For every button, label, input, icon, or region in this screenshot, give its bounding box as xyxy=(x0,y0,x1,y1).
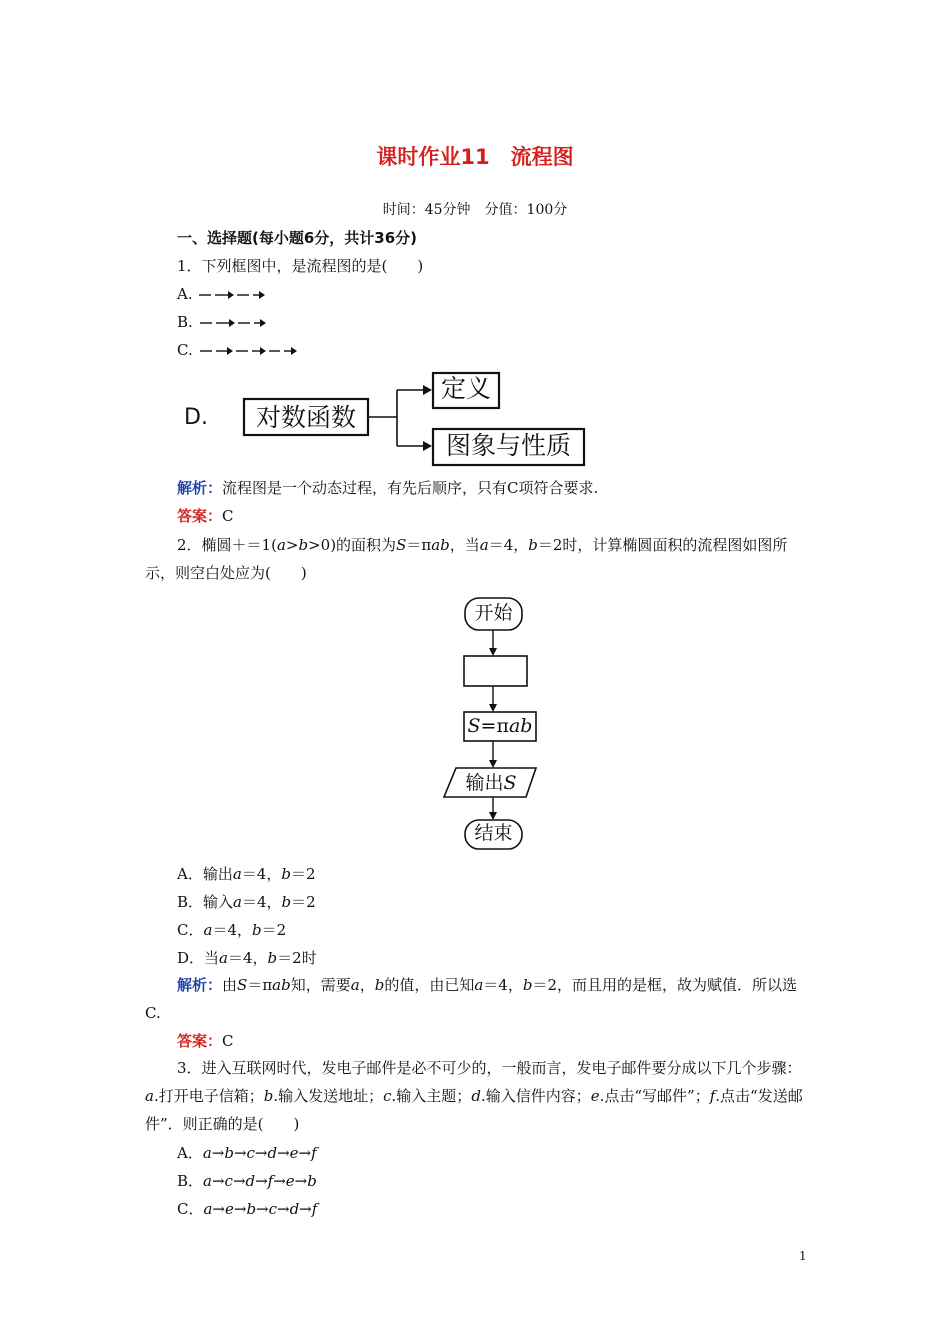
q1-option-c-label: C. xyxy=(177,341,193,359)
q1-option-a-label: A. xyxy=(177,285,193,303)
flow-end-text: 结束 xyxy=(474,822,513,844)
q2-answer xyxy=(177,1034,234,1049)
analysis-label: 解析： xyxy=(177,479,223,497)
arrow-chain-icon xyxy=(198,317,268,329)
q2-analysis: 解析：由S＝πab知，需要a，b的值，由已知a＝4，b＝2，而且用的是框，故为赋值．所以选C. xyxy=(145,976,797,1022)
q3-option-c: C．a→e→b→c→d→f xyxy=(177,1200,318,1218)
d-branch1-text: 定义 xyxy=(440,374,491,403)
analysis-label: 解析： xyxy=(177,976,223,994)
q3-option-b: B．a→c→d→f→e→b xyxy=(177,1172,317,1190)
q1-stem: 1．下列框图中，是流程图的是( ) xyxy=(177,257,424,275)
flow-start-text: 开始 xyxy=(474,602,513,624)
q1-answer-value: C xyxy=(222,507,234,525)
page-number: 1 xyxy=(799,1249,807,1263)
arrow-chain-icon xyxy=(198,345,300,357)
q1-answer xyxy=(177,509,234,524)
q1-analysis xyxy=(177,481,598,496)
flow-blank-box xyxy=(464,656,527,686)
q1-option-c xyxy=(177,343,300,358)
q2-option-c: C．a＝4，b＝2 xyxy=(177,921,287,939)
flow-formula-text: S=πab xyxy=(467,715,533,737)
q1-option-a xyxy=(177,287,267,302)
d-branch2-text: 图象与性质 xyxy=(445,431,571,460)
q2-option-b: B．输入a＝4，b＝2 xyxy=(177,893,316,911)
q1-option-b xyxy=(177,315,268,330)
q2-option-a: A．输出a＝4，b＝2 xyxy=(177,865,316,883)
page-title: 课时作业11 流程图 xyxy=(376,145,574,169)
q3-option-a: A．a→b→c→d→e→f xyxy=(177,1144,317,1162)
d-root-text: 对数函数 xyxy=(255,403,356,432)
q2-option-d: D．当a＝4，b＝2时 xyxy=(177,949,317,967)
q2-answer-value: C xyxy=(222,1032,234,1050)
flow-output-text: 输出S xyxy=(465,772,517,794)
q1-option-d-label: D. xyxy=(184,405,208,430)
answer-label: 答案： xyxy=(177,507,223,525)
q2-stem: 2．椭圆＋＝1(a>b>0)的面积为S＝πab，当a＝4，b＝2时，计算椭圆面积的流程图如图所示，则空白处应为( ) xyxy=(145,536,788,582)
arrow-chain-icon xyxy=(197,289,267,301)
time-score-info: 时间：45分钟 分值：100分 xyxy=(382,202,568,218)
answer-label: 答案： xyxy=(177,1032,223,1050)
section-heading: 一、选择题(每小题6分，共计36分) xyxy=(177,229,418,247)
q1-analysis-text: 流程图是一个动态过程，有先后顺序，只有C项符合要求. xyxy=(222,479,599,497)
q3-stem: 3．进入互联网时代，发电子邮件是必不可少的，一般而言，发电子邮件要分成以下几个步骤：a.打开电子信箱；b.输入发送地址；c.输入主题；d.输入信件内容；e.点击“写邮件”；f.点击“发送邮件”．则正确的是( ) xyxy=(145,1059,803,1133)
q1-option-b-label: B. xyxy=(177,313,193,331)
